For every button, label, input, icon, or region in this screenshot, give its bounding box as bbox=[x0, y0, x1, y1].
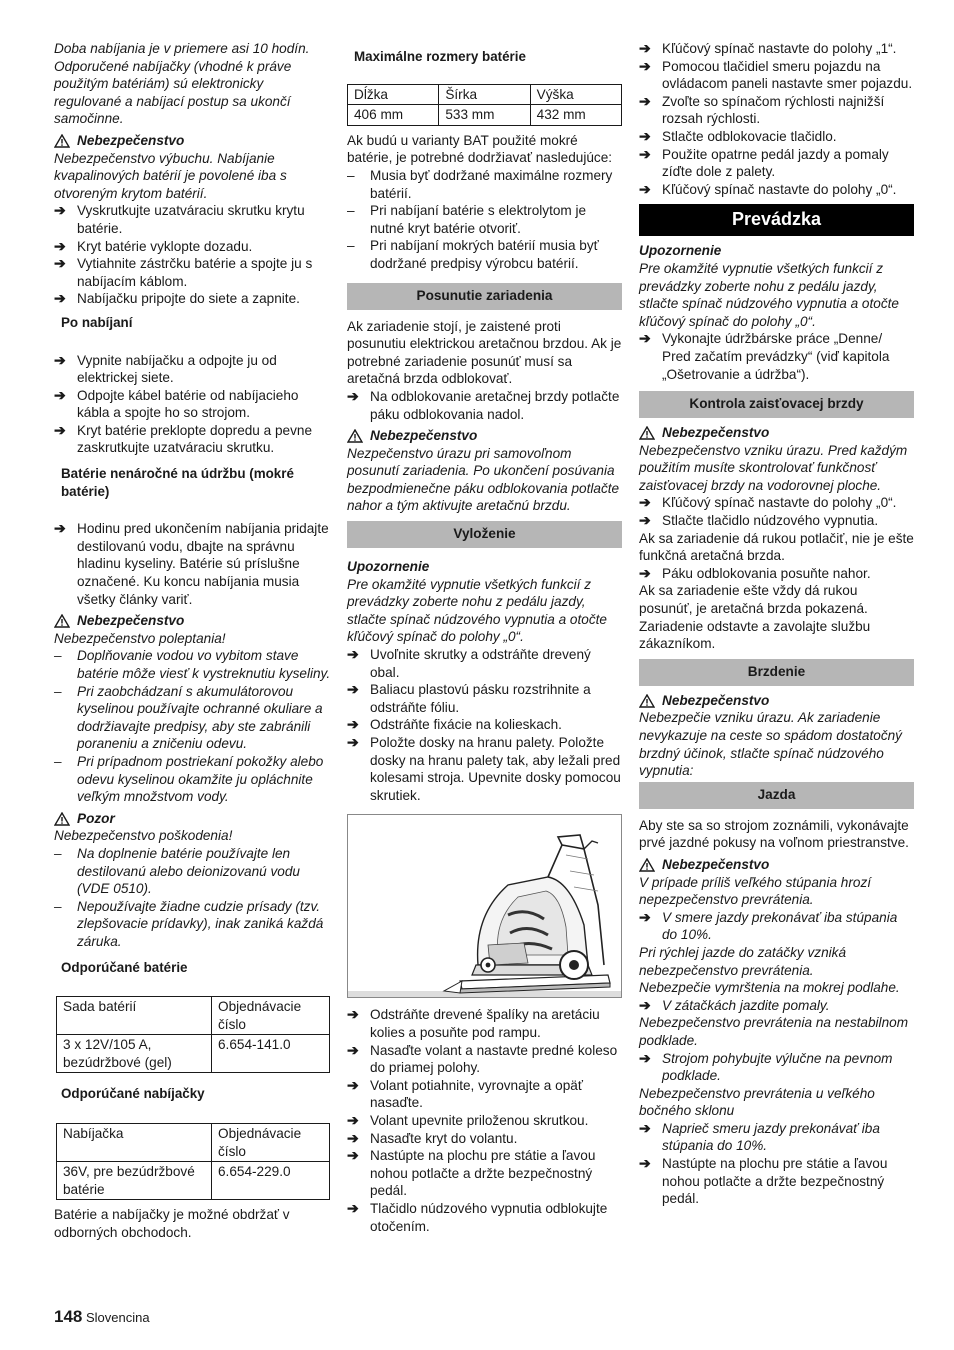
table-cell: 533 mm bbox=[439, 105, 530, 126]
table-cell: 3 x 12V/105 A, bezúdržbové (gel) bbox=[57, 1035, 212, 1073]
arrow-icon: ➔ bbox=[639, 494, 651, 511]
danger-text: Nebezpečenstvo vzniku úrazu. Pred každým použitím musíte skontrolovať funkčnosť zaisťovacej brzdy na vodorovnej ploche. bbox=[639, 442, 908, 493]
arrow-icon: ➔ bbox=[639, 92, 651, 109]
step-item: ➔ Nastúpte na plochu pre státie a ľavou nohou potlačte a držte bezpečnostný pedál. bbox=[639, 1155, 888, 1207]
warning-triangle-icon bbox=[54, 812, 70, 826]
danger-text: Nebezpečie vzniku úrazu. Ak zariadenie nevykazuje na ceste so spádom dostatočný brzdný účinok, stlačte spínač núdzového vypnutia: bbox=[639, 710, 902, 779]
arrow-icon: ➔ bbox=[54, 386, 66, 403]
caution-heading bbox=[54, 810, 332, 828]
step-item: ➔ Stlačte odblokovacie tlačidlo. bbox=[639, 127, 837, 144]
step-item: ➔ Odstráňte drevené špalíky na aretáciu kolies a posuňte pod rampu. bbox=[347, 1006, 600, 1040]
step-item: ➔ Volant upevnite priloženou skrutkou. bbox=[347, 1111, 589, 1128]
step-item: ➔ V zátačkách jazdite pomaly. bbox=[639, 996, 830, 1013]
availability-text: Batérie a nabíjačky je možné obdržať v odborných obchodoch. bbox=[54, 1207, 290, 1241]
step-item: ➔ Tlačidlo núdzového vypnutia odblokujte otočením. bbox=[347, 1199, 608, 1234]
step-item: ➔ Vyskrutkujte uzatváraciu skrutku krytu batérie. bbox=[54, 202, 305, 236]
arrow-icon: ➔ bbox=[347, 387, 359, 404]
caution-title: Pozor bbox=[77, 810, 115, 826]
footer-language: Slovencina bbox=[86, 1310, 150, 1325]
step-item: ➔ Nasaďte kryt do volantu. bbox=[347, 1129, 518, 1146]
table-row bbox=[57, 1162, 330, 1200]
step-item: ➔ Kľúčový spínač nastavte do polohy „0“. bbox=[639, 494, 897, 511]
arrow-icon: ➔ bbox=[639, 1049, 651, 1066]
table-header-cell: Dĺžka bbox=[348, 84, 439, 105]
dash-item: – Na doplnenie batérie používajte len destilovanú alebo deionizovanú vodu (VDE 0510). bbox=[54, 845, 300, 897]
section-heading-braking: Brzdenie bbox=[639, 659, 914, 686]
table-header-row bbox=[348, 84, 622, 105]
step-item: ➔ Kľúčový spínač nastavte do polohy „0“. bbox=[639, 180, 897, 197]
arrow-icon: ➔ bbox=[54, 290, 66, 307]
danger-title: Nebezpečenstvo bbox=[662, 425, 770, 441]
dash-item: – Doplňovanie vodou vo vybitom stave batérie môže viesť k vystreknutiu kyseliny. bbox=[54, 648, 331, 681]
step-item: ➔ Nasaďte volant a nastavte predné koleso do priamej polohy. bbox=[347, 1041, 618, 1076]
danger-title: Nebezpečenstvo bbox=[77, 132, 185, 148]
table-cell: 406 mm bbox=[348, 105, 439, 126]
pallet-descend-steps bbox=[639, 40, 914, 198]
table-cell: 432 mm bbox=[530, 105, 621, 126]
dash-item: – Pri prípadnom postriekaní pokožky alebo odevu kyselinou okamžite ju opláchnite veľkým množstvom vody. bbox=[54, 753, 324, 805]
table-header-row bbox=[57, 1124, 330, 1162]
table-header-cell: Objednávacie číslo bbox=[212, 997, 330, 1035]
column-1 bbox=[54, 40, 332, 1242]
warning-triangle-icon bbox=[639, 426, 655, 440]
arrow-icon: ➔ bbox=[54, 202, 66, 219]
arrow-icon: ➔ bbox=[639, 1155, 651, 1172]
recommended-batteries-table bbox=[56, 996, 330, 1073]
arrow-icon: ➔ bbox=[639, 145, 651, 162]
arrow-icon: ➔ bbox=[54, 351, 66, 368]
danger-title: Nebezpečenstvo bbox=[662, 856, 770, 872]
step-item: ➔ Položte dosky na hranu palety. Položte dosky na hranu palety tak, aby ležali pred kolesami stroja. Upevnite dosky pomocou skrutiek. bbox=[347, 734, 621, 803]
brake-check-text: Ak sa zariadenie ešte vždy dá rukou posunúť, je aretačná brzda pokazená. Zariadenie odstavte a zavolajte službu zákazníkom. bbox=[639, 583, 871, 652]
section-heading-unloading: Vyloženie bbox=[347, 521, 622, 548]
warning-triangle-icon bbox=[347, 429, 363, 443]
table-header-cell: Výška bbox=[530, 84, 621, 105]
step-item: ➔ Volant potiahnite, vyrovnajte a opäť nasaďte. bbox=[347, 1076, 583, 1111]
arrow-icon: ➔ bbox=[639, 996, 651, 1013]
dash-item: – Musia byť dodržané maximálne rozmery batérií. bbox=[347, 167, 613, 201]
step-item: ➔ Zvoľte so spínačom rýchlosti najnižší rozsah rýchlosti. bbox=[639, 92, 885, 127]
arrow-icon: ➔ bbox=[347, 734, 359, 750]
arrow-icon: ➔ bbox=[347, 1006, 359, 1023]
danger-list bbox=[54, 647, 332, 805]
dash-item: – Pri nabíjaní batérie s elektrolytom je nutné kryt batérie otvoriť. bbox=[347, 203, 587, 236]
table-header-cell: Šírka bbox=[439, 84, 530, 105]
table-header-cell: Objednávacie číslo bbox=[212, 1124, 330, 1162]
page-footer bbox=[54, 1307, 150, 1327]
arrow-icon: ➔ bbox=[347, 1199, 359, 1216]
machine-unloading-illustration bbox=[347, 814, 622, 998]
charging-intro: Doba nabíjania je v priemere asi 10 hodín. Odporučené nabíjačky (vhodné k práve použitým batériám) sú elektronicky regulované a nabíjací postup sa ukončí samočinne. bbox=[54, 41, 310, 127]
arrow-icon: ➔ bbox=[347, 681, 359, 698]
column-3 bbox=[639, 40, 914, 1208]
caution-list bbox=[54, 845, 332, 951]
arrow-icon: ➔ bbox=[639, 127, 651, 144]
arrow-icon: ➔ bbox=[347, 716, 359, 733]
danger-heading bbox=[639, 424, 914, 442]
scrubber-on-pallet-drawing bbox=[348, 815, 622, 997]
danger-text: Nebezpečenstvo výbuchu. Nabíjanie kvapalinových batérií je povolené iba s otvoreným krytom batérií. bbox=[54, 150, 287, 201]
dimensions-table bbox=[347, 84, 622, 126]
recommended-chargers-table bbox=[56, 1123, 330, 1200]
danger-heading bbox=[639, 856, 914, 874]
arrow-icon: ➔ bbox=[639, 57, 651, 74]
arrow-icon: ➔ bbox=[639, 564, 651, 581]
danger-title: Nebezpečenstvo bbox=[370, 428, 478, 444]
arrow-icon: ➔ bbox=[347, 1076, 359, 1093]
caution-text: Nebezpečenstvo poškodenia! bbox=[54, 828, 233, 844]
table-header-row bbox=[57, 997, 330, 1035]
step-item: ➔ Nastúpte na plochu pre státie a ľavou nohou potlačte a držte bezpečnostný pedál. bbox=[347, 1147, 596, 1199]
step-item: ➔ Vypnite nabíjačku a odpojte ju od elektrickej siete. bbox=[54, 351, 277, 386]
step-item: ➔ Baliacu plastovú pásku rozstrihnite a odstráňte fóliu. bbox=[347, 681, 591, 715]
table-header-cell: Sada batérií bbox=[57, 997, 212, 1035]
arrow-icon: ➔ bbox=[347, 1041, 359, 1058]
recommended-batteries-heading: Odporúčané batérie bbox=[61, 959, 188, 975]
danger-text: Nebezpečenstvo poleptania! bbox=[54, 630, 226, 646]
bat-variant-intro: Ak budú u varianty BAT použité mokré batérie, je potrebné dodržiavať nasledujúce: bbox=[347, 132, 613, 166]
arrow-icon: ➔ bbox=[54, 421, 66, 438]
section-heading-driving: Jazda bbox=[639, 782, 914, 809]
table-header-cell: Nabíjačka bbox=[57, 1124, 212, 1162]
charging-steps bbox=[54, 202, 332, 308]
step-item: ➔ Kľúčový spínač nastavte do polohy „1“. bbox=[639, 40, 897, 56]
arrow-icon: ➔ bbox=[639, 512, 651, 529]
step-item: ➔ Pomocou tlačidiel smeru pojazdu na ovládacom paneli nastavte smer pojazdu. bbox=[639, 57, 913, 92]
arrow-icon: ➔ bbox=[347, 1111, 359, 1128]
notice-text: Pre okamžité vypnutie všetkých funkcií z prevádzky zoberte nohu z pedálu jazdy, stlačte spínač núdzového vypnutia a otočte kľúčový spínač do polohy „0“. bbox=[347, 576, 607, 645]
danger-title: Nebezpečenstvo bbox=[77, 613, 185, 629]
table-cell: 36V, pre bezúdržbové batérie bbox=[57, 1162, 212, 1200]
recommended-chargers-heading: Odporúčané nabíjačky bbox=[61, 1086, 205, 1102]
notice-title: Upozornenie bbox=[639, 243, 722, 259]
dash-item: – Pri zaobchádzaní s akumulátorovou kyselinou používajte ochranné okuliare a dodržiavajte predpisy, aby ste zabránili poraneniu a zničeniu odevu. bbox=[54, 683, 323, 752]
step-item: ➔ Vykonajte údržbárske práce „Denne/ Pred začatím prevádzky“ (viď kapitola „Ošetrovanie a údržba“). bbox=[639, 330, 890, 382]
section-heading-brake-check: Kontrola zaisťovacej brzdy bbox=[639, 391, 914, 418]
arrow-icon: ➔ bbox=[639, 40, 651, 56]
notice-title: Upozornenie bbox=[347, 559, 430, 575]
chapter-heading-operation: Prevádzka bbox=[639, 204, 914, 236]
danger-heading bbox=[639, 692, 914, 710]
danger-heading bbox=[54, 612, 332, 630]
arrow-icon: ➔ bbox=[639, 330, 651, 347]
page-number: 148 bbox=[54, 1307, 83, 1326]
table-row bbox=[57, 1035, 330, 1073]
step-item: ➔ Použite opatrne pedál jazdy a pomaly zíďte dole z palety. bbox=[639, 145, 889, 180]
max-dimensions-heading: Maximálne rozmery batérie bbox=[354, 49, 526, 64]
notice-text: Pre okamžité vypnutie všetkých funkcií z prevádzky zoberte nohu z pedálu jazdy, stlačte spínač núdzového vypnutia a otočte kľúčový spínač do polohy „0“. bbox=[639, 260, 899, 329]
step-item: ➔ Na odblokovanie aretačnej brzdy potlačte páku odblokovania nadol. bbox=[347, 387, 620, 422]
after-charging-heading: Po nabíjaní bbox=[61, 314, 133, 330]
step-item: ➔ Odstráňte fixácie na kolieskach. bbox=[347, 716, 562, 733]
step-item: ➔ Kryt batérie preklopte dopredu a pevne zaskrutkujte uzatváraciu skrutku. bbox=[54, 421, 313, 456]
step-item: ➔ Hodinu pred ukončením nabíjania pridajte destilovanú vodu, dbajte na správnu hladinu kyseliny. Batérie sú príslušne označené. Ku koncu nabíjania musia všetky články variť. bbox=[54, 520, 329, 607]
arrow-icon: ➔ bbox=[347, 1129, 359, 1146]
step-item: ➔ V smere jazdy prekonávať iba stúpania do 10%. bbox=[639, 908, 898, 943]
table-cell: 6.654-141.0 bbox=[212, 1035, 330, 1073]
arrow-icon: ➔ bbox=[639, 1119, 651, 1136]
step-item: ➔ Odpojte kábel batérie od nabíjacieho kábla a spojte ho so strojom. bbox=[54, 386, 299, 421]
arrow-icon: ➔ bbox=[347, 1147, 359, 1164]
step-item: ➔ Páku odblokovania posuňte nahor. bbox=[639, 564, 871, 581]
driving-text: Aby ste sa so strojom zoznámili, vykonávajte prvé jazdné pokusy na voľnom priestranstve. bbox=[639, 817, 909, 851]
unloading-steps bbox=[347, 646, 622, 804]
step-item: ➔ Strojom pohybujte výlučne na pevnom podklade. bbox=[639, 1049, 893, 1084]
step-item: ➔ Nabíjačku pripojte do siete a zapnite. bbox=[54, 290, 300, 307]
arrow-icon: ➔ bbox=[639, 908, 651, 925]
after-figure-steps bbox=[347, 1006, 622, 1235]
danger-heading bbox=[347, 427, 622, 445]
table-row bbox=[348, 105, 622, 126]
step-item: ➔ Naprieč smeru jazdy prekonávať iba stúpania do 10%. bbox=[639, 1119, 880, 1154]
table-cell: 6.654-229.0 bbox=[212, 1162, 330, 1200]
arrow-icon: ➔ bbox=[347, 646, 359, 663]
danger-heading bbox=[54, 132, 332, 150]
warning-triangle-icon bbox=[639, 858, 655, 872]
driving-danger-block: V prípade príliš veľkého stúpania hrozí nepezpečenstvo prevrátenia. ➔ V smere jazdy prekonávať iba stúpania do 10%. Pri rýchlej jazde do zatáčky vzniká nebezpečenstvo prevrátenia. Nebezpečie vymrštenia na mokrej podlahe. ➔ V zátačkách jazdite pomaly. Nebezpečenstvo prevrátenia na nestabilnom podklade. ➔ Strojom pohybujte výlučne na pevnom podklade. Nebezpečenstvo prevrátenia u veľkého bočného sklonu ➔ Naprieč smeru jazdy prekonávať iba stúpania do 10%. bbox=[639, 874, 914, 1156]
bat-variant-list bbox=[347, 167, 622, 273]
brake-check-text: Ak sa zariadenie dá rukou potlačiť, nie je ešte funkčná aretačná brzda. bbox=[639, 530, 914, 564]
step-item: ➔ Kryt batérie vyklopte dozadu. bbox=[54, 237, 253, 254]
danger-text: Nezpečenstvo úrazu pri samovoľnom posunutí zariadenia. Po ukončení posúvania bezpodmienečne páku odblokovania potlačte nahor a tým aktivujte aretačnú brzdu. bbox=[347, 445, 620, 514]
arrow-icon: ➔ bbox=[639, 180, 651, 197]
column-2 bbox=[347, 40, 622, 1235]
warning-triangle-icon bbox=[639, 694, 655, 708]
dash-item: – Nepoužívajte žiadne cudzie prísady (tzv. zlepšovacie prídavky), inak zaniká každá záruka. bbox=[54, 898, 324, 949]
step-item: ➔ Vytiahnite zástrčku batérie a spojte ju s nabíjacím káblom. bbox=[54, 255, 313, 289]
arrow-icon: ➔ bbox=[54, 520, 66, 537]
step-item: ➔ Stlačte tlačidlo núdzového vypnutia. bbox=[639, 512, 879, 529]
moving-text: Ak zariadenie stojí, je zaistené proti posunutiu elektrickou aretačnou brzdou. Ak je potrebné zariadenie posunúť musí sa aretačná brzda odblokovať. bbox=[347, 318, 622, 387]
arrow-icon: ➔ bbox=[54, 255, 66, 272]
step-item: ➔ Uvoľnite skrutky a odstráňte drevený obal. bbox=[347, 646, 591, 680]
warning-triangle-icon bbox=[54, 614, 70, 628]
dash-item: – Pri nabíjaní mokrých batérií musia byť dodržané predpisy výrobcu batérií. bbox=[347, 238, 599, 271]
maintenance-batteries-heading: Batérie nenáročné na údržbu (mokré batérie) bbox=[61, 466, 294, 499]
section-heading-moving: Posunutie zariadenia bbox=[347, 283, 622, 310]
after-charging-steps bbox=[54, 352, 332, 458]
arrow-icon: ➔ bbox=[54, 237, 66, 254]
danger-title: Nebezpečenstvo bbox=[662, 692, 770, 708]
warning-triangle-icon bbox=[54, 134, 70, 148]
